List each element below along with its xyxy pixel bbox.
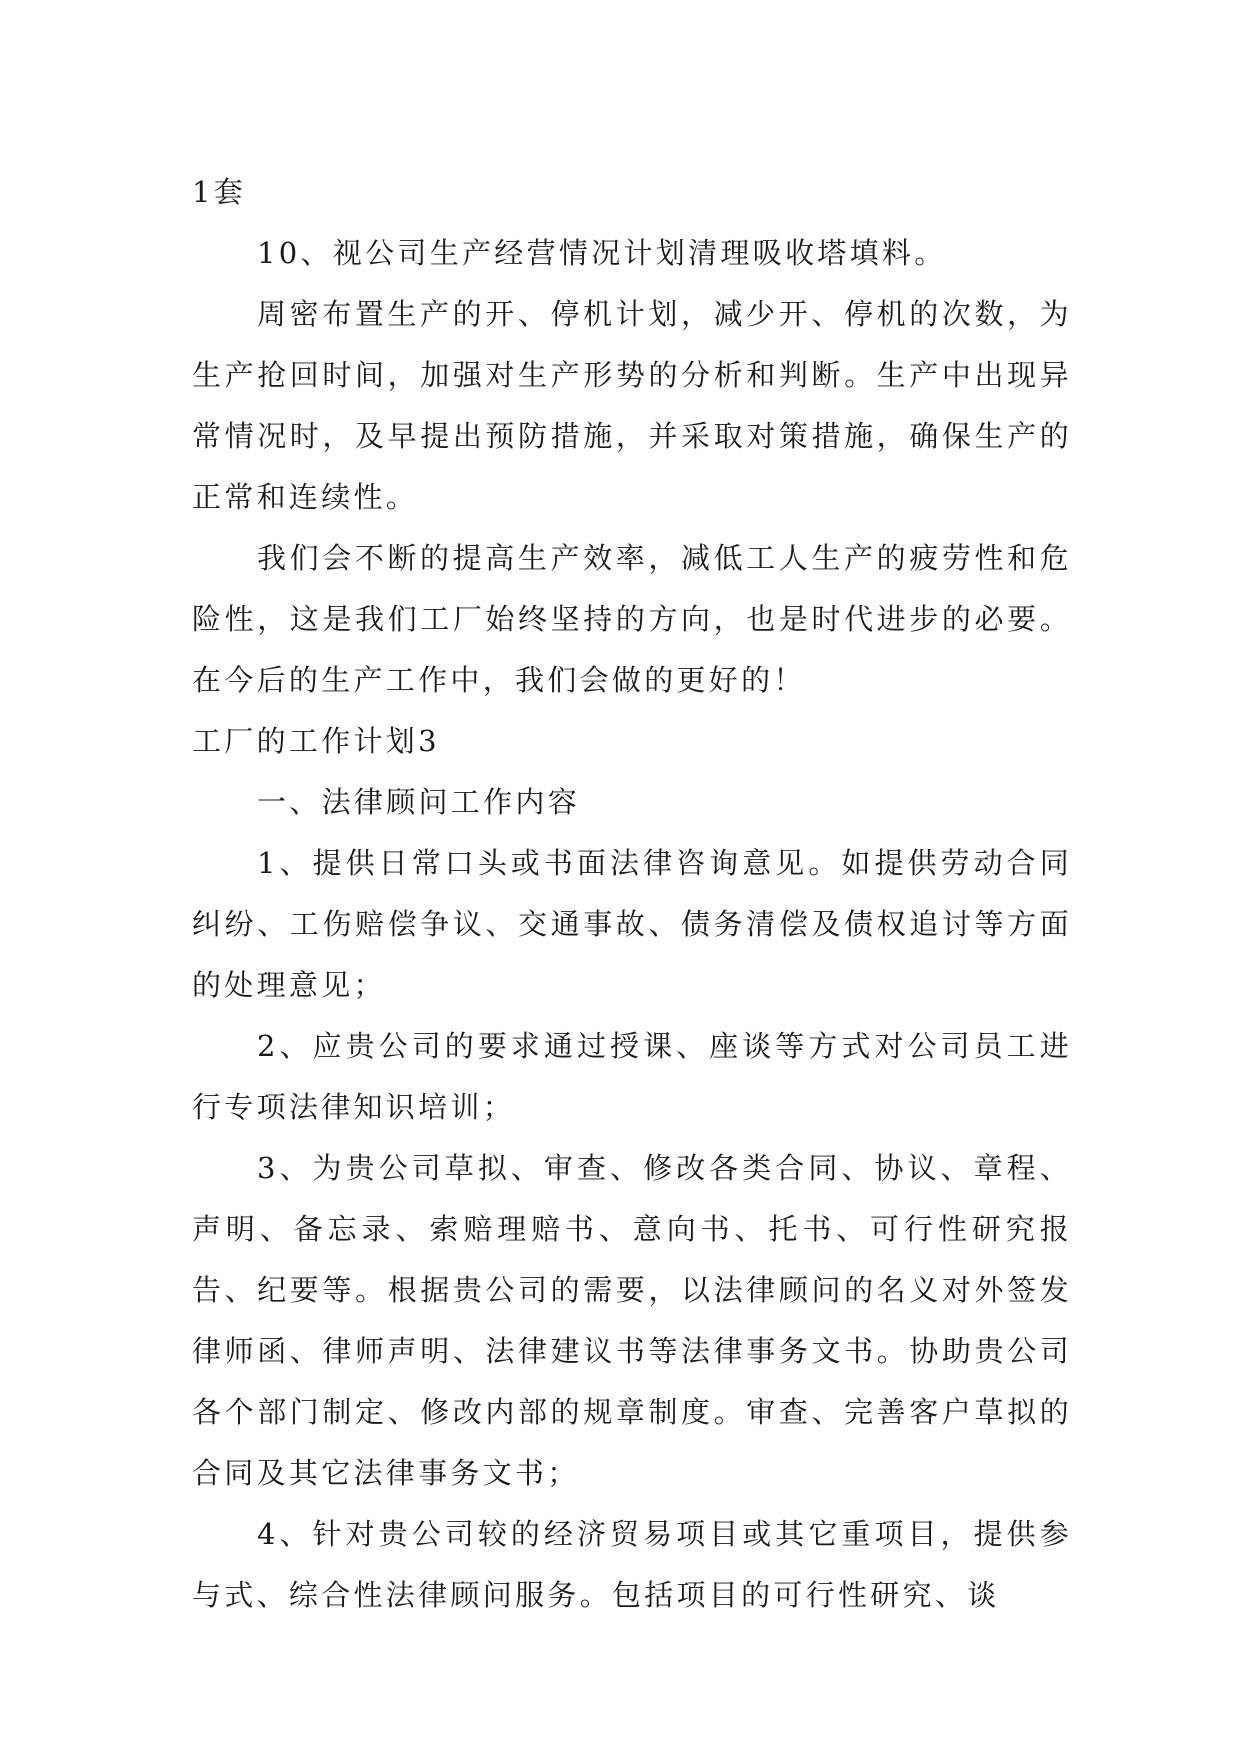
paragraph-item-1: 1、提供日常口头或书面法律咨询意见。如提供劳动合同纠纷、工伤赔偿争议、交通事故、债务清偿及债权追讨等方面的处理意见； (192, 846, 1072, 1002)
paragraph-item-4: 4、针对贵公司较的经济贸易项目或其它重项目，提供参与式、综合性法律顾问服务。包括项目的可行性研究、谈 (192, 1517, 1072, 1612)
paragraph-item-2: 2、应贵公司的要求通过授课、座谈等方式对公司员工进行专项法律知识培训； (192, 1029, 1072, 1124)
paragraph-item-3: 3、为贵公司草拟、审查、修改各类合同、协议、章程、声明、备忘录、索赔理赔书、意向书、托书、可行性研究报告、纪要等。根据贵公司的需要，以法律顾问的名义对外签发律师函、律师声明、法律建议书等法律事务文书。协助贵公司各个部门制定、修改内部的规章制度。审查、完善客户草拟的合同及其它法律事务文书； (192, 1151, 1072, 1490)
paragraph-efficiency: 我们会不断的提高生产效率，减低工人生产的疲劳性和危险性，这是我们工厂始终坚持的方向，也是时代进步的必要。在今后的生产工作中，我们会做的更好的！ (192, 541, 1072, 697)
document-body (192, 162, 1072, 1626)
section-heading: 工厂的工作计划3 (192, 724, 440, 758)
paragraph-production-plan: 周密布置生产的开、停机计划，减少开、停机的次数，为生产抢回时间，加强对生产形势的分析和判断。生产中出现异常情况时，及早提出预防措施，并采取对策措施，确保生产的正常和连续性。 (192, 297, 1072, 514)
paragraph-quantity: 1套 (192, 175, 247, 209)
paragraph-item-10: 10、视公司生产经营情况计划清理吸收塔填料。 (257, 236, 947, 270)
subsection-heading: 一、法律顾问工作内容 (257, 785, 581, 819)
